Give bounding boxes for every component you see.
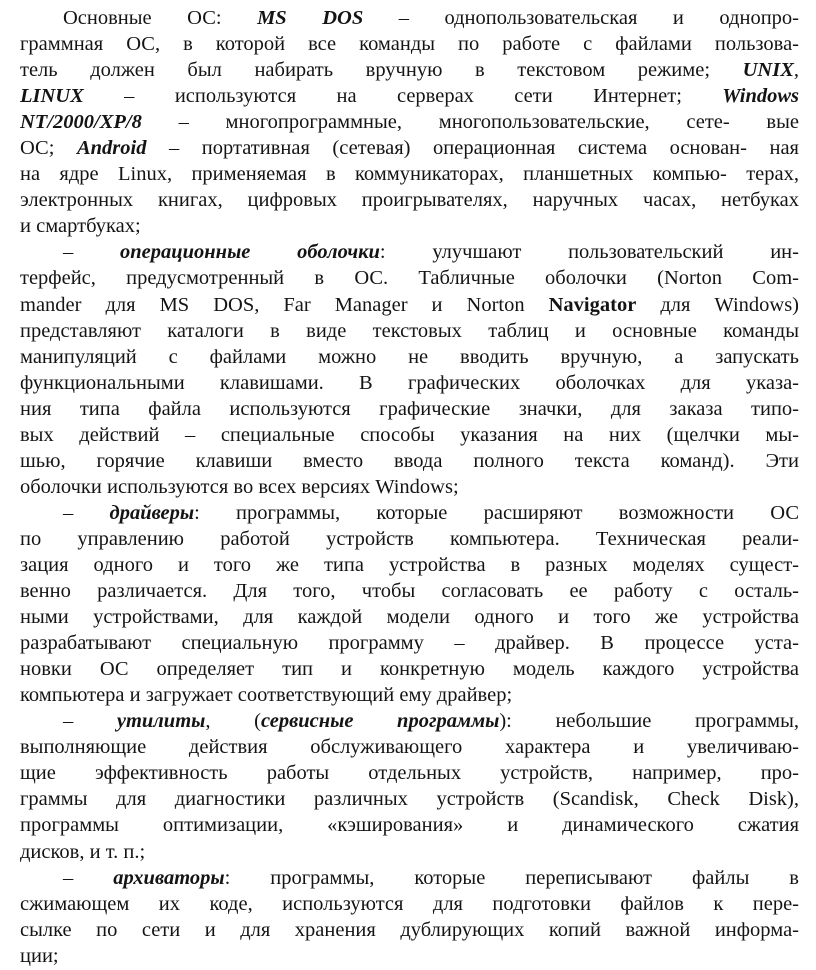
emphasized-term: драйверы [109,501,195,524]
text-line [20,708,799,734]
text-run: компьютера и загружает соответствующий ему драйвер; [20,684,513,707]
document-text-block [20,5,799,969]
bold-text: Navigator [548,293,637,316]
text-run: Основные ОС: [63,7,258,29]
para-archivers [20,865,799,969]
text-line [20,448,799,474]
text-line [20,109,799,135]
text-run: – многопрограммные, многопользовательские, сете- вые [141,111,799,134]
text-run: – однопользовательская и однопро- [363,7,799,29]
text-run: щие эффективность работы отдельных устройств, например, про- [20,762,799,785]
text-line [20,630,799,656]
text-run: – портативная (сетевая) операционная система основан- ная [146,137,799,160]
text-line [20,161,799,187]
text-run: оболочки используются во всех версиях Windows; [20,475,459,498]
text-run: , [793,59,799,82]
emphasized-term: UNIX [742,59,794,82]
text-run: разрабатывают специальную программу – драйвер. В процессе уста- [20,632,799,655]
text-run: для Windows) [636,293,799,316]
text-line [20,474,799,500]
text-run: выполняющие действия обслуживающего характера и увеличиваю- [20,736,799,759]
text-run: дисков, и т. п.; [20,840,146,863]
text-line [20,187,799,213]
text-run: – [63,866,114,889]
text-line [20,318,799,344]
text-line [20,500,799,526]
para-basic-os [20,5,799,239]
text-line [20,891,799,917]
emphasized-term: NT/2000/XP/8 [20,111,142,134]
text-line [20,5,799,31]
text-run: по управлению работой устройств компьютера. Техническая реали- [20,527,799,550]
text-line [20,239,799,265]
text-run: манипуляций с файлами можно не вводить вручную, а запускать [20,345,799,368]
emphasized-term: MS DOS [257,7,364,29]
emphasized-term: Android [76,137,147,160]
text-line [20,526,799,552]
text-run: – используются на серверах сети Интернет; [83,85,723,108]
text-run: сжимающем их коде, используются для подготовки файлов к пере- [20,892,799,915]
emphasized-term: утилиты [116,710,206,733]
text-line [20,265,799,291]
text-run: ОС; [20,137,77,160]
text-line [20,943,799,969]
text-run: – [63,241,120,264]
text-line [20,135,799,161]
text-run: ными устройствами, для каждой модели одного и того же устройства [20,606,799,629]
text-line [20,578,799,604]
text-line [20,812,799,838]
text-run: электронных книгах, цифровых проигрывателях, наручных часах, нетбуках [20,189,799,212]
text-run: венно различается. Для того, чтобы согласовать ее работу с осталь- [20,580,799,603]
text-run: : улучшают пользовательский ин- [379,241,799,264]
text-line [20,292,799,318]
text-line [20,213,799,239]
text-line [20,57,799,83]
text-run: новки ОС определяет тип и конкретную модель каждого устройства [20,658,799,681]
text-line [20,396,799,422]
text-run: на ядре Linux, применяемая в коммуникаторах, планшетных компью- терах, [20,163,799,186]
text-line [20,734,799,760]
text-line [20,786,799,812]
text-run: mander для MS DOS, Far Manager и Norton [20,293,549,316]
text-run: вых действий – специальные способы указания на них (щелчки мы- [20,423,799,446]
text-run: ): небольшие программы, [499,710,799,733]
text-line [20,552,799,578]
para-drivers [20,500,799,708]
text-run: граммная ОС, в которой все команды по работе с файлами пользова- [20,33,799,56]
text-run: – [63,710,117,733]
text-run: терфейс, предусмотренный в ОС. Табличные оболочки (Norton Com- [20,267,799,290]
text-run: граммы для диагностики различных устройств (Scandisk, Check Disk), [20,788,799,811]
emphasized-term: LINUX [20,85,84,108]
text-run: тель должен был набирать вручную в текстовом режиме; [20,59,743,82]
text-line [20,604,799,630]
text-run: зация одного и того же типа устройства в разных моделях сущест- [20,553,799,576]
text-run: представляют каталоги в виде текстовых таблиц и основные команды [20,319,799,342]
text-line [20,760,799,786]
text-run: , ( [205,710,261,733]
text-run: шью, горячие клавиши вместо ввода полного текста команд). Эти [20,449,799,472]
text-run: сылке по сети и для хранения дублирующих копий важной информа- [20,918,799,941]
text-line [20,370,799,396]
emphasized-term: сервисные программы [260,710,500,733]
text-line [20,656,799,682]
text-run: ции; [20,944,59,967]
text-line [20,344,799,370]
text-line [20,839,799,865]
text-line [20,83,799,109]
text-run: программы оптимизации, «кэширования» и динамического сжатия [20,814,799,837]
para-shells [20,239,799,499]
text-line [20,422,799,448]
text-run: : программы, которые расширяют возможности ОС [194,501,799,524]
text-line [20,917,799,943]
emphasized-term: операционные оболочки [120,241,380,264]
text-run: функциональными клавишами. В графических оболочках для указа- [20,371,799,394]
text-line [20,682,799,708]
text-run: ния типа файла используются графические значки, для заказа типо- [20,397,799,420]
text-run: – [63,501,110,524]
para-utilities [20,708,799,864]
text-run: и смартбуках; [20,215,141,238]
text-line [20,865,799,891]
text-line [20,31,799,57]
text-run: : программы, которые переписывают файлы в [224,866,799,889]
emphasized-term: архиваторы [113,866,225,889]
emphasized-term: Windows [722,85,799,108]
